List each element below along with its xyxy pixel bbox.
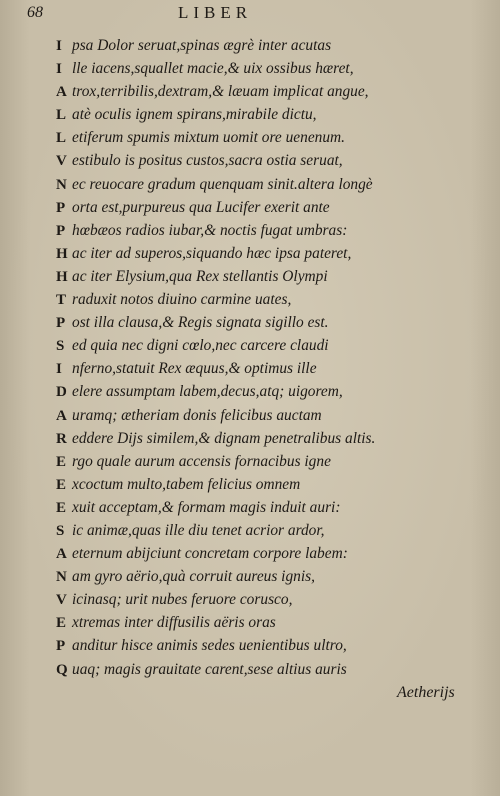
verse-text: ed quia nec digni cœlo,nec carcere claudi	[72, 337, 329, 355]
verse-line	[56, 611, 486, 634]
verse-initial: E	[56, 453, 67, 470]
verse-initial: I	[56, 361, 62, 378]
verse-line	[56, 265, 486, 288]
verse-text: xtremas inter diffusilis aëris oras	[72, 614, 276, 632]
verse-text: am gyro aërio,quà corruit aureus ignis,	[72, 568, 315, 586]
verse-text: nferno,statuit Rex æquus,& optimus ille	[72, 360, 317, 378]
verse-text: trox,terribilis,dextram,& læuam implicat angue,	[72, 83, 369, 101]
verse-line	[56, 380, 486, 403]
verse-initial: E	[56, 499, 67, 516]
verse-block	[56, 34, 486, 681]
verse-initial: E	[56, 476, 67, 493]
verse-line	[56, 519, 486, 542]
verse-initial: D	[56, 384, 67, 401]
verse-line	[56, 288, 486, 311]
verse-text: uramq; ætheriam donis felicibus auctam	[72, 406, 322, 424]
verse-line	[56, 242, 486, 265]
verse-initial: L	[56, 130, 67, 147]
verse-line	[56, 173, 486, 196]
verse-text: elere assumptam labem,decus,atq; uigorem,	[72, 383, 343, 401]
verse-text: uaq; magis grauitate carent,sese altius auris	[72, 660, 347, 678]
verse-line	[56, 565, 486, 588]
verse-text: anditur hisce animis sedes uenientibus ultro,	[72, 637, 347, 655]
verse-initial: S	[56, 522, 65, 539]
verse-line	[56, 496, 486, 519]
verse-initial: V	[56, 592, 67, 609]
verse-line	[56, 588, 486, 611]
verse-line	[56, 149, 486, 172]
verse-line	[56, 658, 486, 681]
verse-initial: P	[56, 315, 66, 332]
catchword: Aetherijs	[397, 684, 455, 701]
verse-text: eddere Dijs similem,& dignam penetralibus altis.	[72, 429, 376, 447]
verse-text: icinasq; urit nubes feruore corusco,	[72, 591, 293, 609]
verse-initial: E	[56, 615, 67, 632]
verse-text: ost illa clausa,& Regis signata sigillo est.	[72, 314, 329, 332]
verse-line	[56, 634, 486, 657]
verse-line	[56, 34, 486, 57]
verse-line	[56, 311, 486, 334]
verse-line	[56, 196, 486, 219]
verse-text: etiferum spumis mixtum uomit ore uenenum.	[72, 129, 346, 147]
verse-text: orta est,purpureus qua Lucifer exerit ante	[72, 198, 330, 216]
verse-line	[56, 334, 486, 357]
verse-text: xuit acceptam,& formam magis induit auri:	[72, 498, 341, 516]
verse-initial: N	[56, 569, 67, 586]
verse-line	[56, 219, 486, 242]
verse-text: ac iter Elysium,qua Rex stellantis Olympi	[72, 267, 328, 285]
verse-initial: P	[56, 222, 66, 239]
verse-line	[56, 404, 486, 427]
verse-initial: A	[56, 407, 67, 424]
verse-text: ec reuocare gradum quenquam sinit.altera longè	[72, 175, 373, 193]
verse-initial: N	[56, 176, 67, 193]
verse-text: eternum abijciunt concretam corpore labem:	[72, 545, 348, 563]
verse-line	[56, 80, 486, 103]
verse-line	[56, 427, 486, 450]
running-head: LIBER	[178, 3, 253, 22]
verse-initial: A	[56, 546, 67, 563]
verse-line	[56, 473, 486, 496]
verse-text: atè oculis ignem spirans,mirabile dictu,	[72, 106, 317, 124]
page-number: 68	[27, 4, 43, 21]
verse-line	[56, 103, 486, 126]
verse-text: ic animæ,quas ille diu tenet acrior ardor,	[72, 521, 325, 539]
verse-text: raduxit notos diuino carmine uates,	[72, 291, 292, 309]
verse-line	[56, 357, 486, 380]
verse-initial: I	[56, 38, 62, 54]
verse-initial: R	[56, 430, 67, 447]
verse-initial: I	[56, 61, 62, 78]
verse-initial: T	[56, 292, 67, 309]
verse-text: estibulo is positus custos,sacra ostia seruat,	[72, 152, 343, 170]
verse-initial: A	[56, 84, 67, 101]
verse-text: ac iter ad superos,siquando hæc ipsa pateret,	[72, 244, 352, 262]
verse-initial: V	[56, 153, 67, 170]
verse-initial: S	[56, 338, 65, 355]
verse-text: xcoctum multo,tabem felicius omnem	[72, 475, 301, 493]
verse-initial: P	[56, 199, 66, 216]
verse-initial: H	[56, 268, 68, 285]
verse-line	[56, 57, 486, 80]
verse-initial: L	[56, 107, 67, 124]
verse-initial: H	[56, 245, 68, 262]
verse-line	[56, 450, 486, 473]
verse-text: lle iacens,squallet macie,& uix ossibus hæret,	[72, 60, 354, 78]
verse-text: psa Dolor seruat,spinas ægrè inter acutas	[72, 37, 332, 54]
verse-initial: P	[56, 638, 66, 655]
verse-initial: Q	[56, 661, 68, 678]
verse-text: hœbæos radios iubar,& noctis fugat umbras:	[72, 221, 348, 239]
verse-text: rgo quale aurum accensis fornacibus igne	[72, 452, 331, 470]
verse-line	[56, 126, 486, 149]
verse-line	[56, 542, 486, 565]
